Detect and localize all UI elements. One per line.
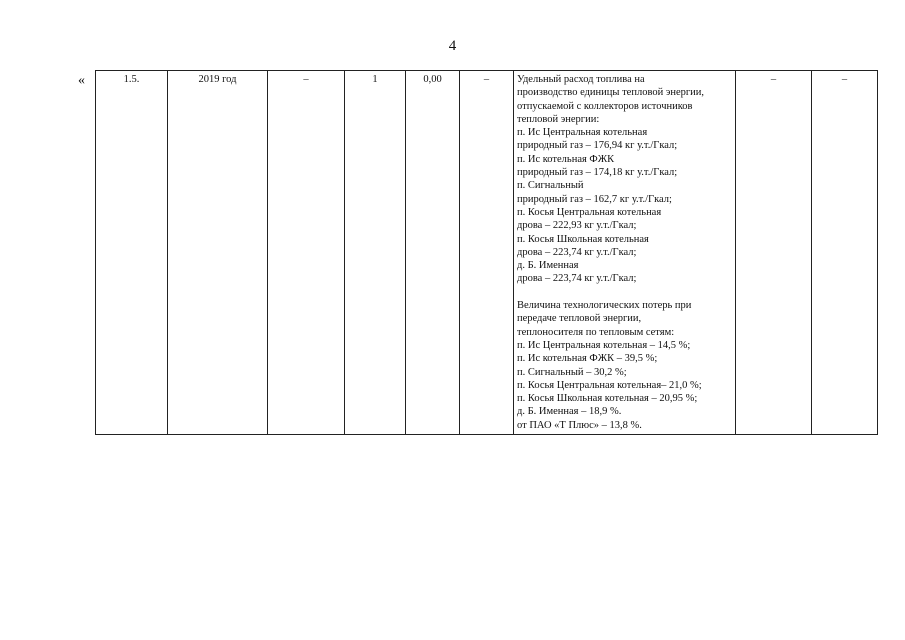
page-number: 4 [448, 38, 457, 54]
fuel-consumption-block [517, 73, 732, 286]
fuel-consumption-line: п. Ис котельная ФЖК [517, 153, 615, 165]
table-row [96, 71, 878, 435]
fuel-consumption-line: Удельный расход топлива на [517, 74, 645, 85]
opening-quote-mark: « [78, 73, 85, 88]
heat-loss-line: п. Ис котельная ФЖК – 39,5 %; [517, 353, 658, 365]
heat-loss-block [517, 299, 732, 432]
column-9-cell: – [812, 71, 878, 435]
fuel-consumption-line: дрова – 223,74 кг у.т./Гкал; [517, 246, 637, 258]
heat-loss-line: от ПАО «Т Плюс» – 13,8 %. [517, 419, 642, 431]
fuel-consumption-line: п. Ис Центральная котельная [517, 127, 648, 139]
fuel-consumption-line: п. Сигнальный [517, 180, 584, 192]
heat-loss-line: п. Сигнальный – 30,2 %; [517, 366, 627, 378]
heat-loss-line: теплоносителя по тепловым сетям: [517, 326, 675, 338]
description-cell [514, 71, 736, 435]
fuel-consumption-line: природный газ – 174,18 кг у.т./Гкал; [517, 167, 678, 179]
heat-loss-line: п. Косья Школьная котельная – 20,95 %; [517, 393, 698, 405]
fuel-consumption-line: д. Б. Именная [517, 260, 579, 272]
heat-loss-line: п. Ис Центральная котельная – 14,5 %; [517, 339, 691, 351]
fuel-consumption-line: дрова – 222,93 кг у.т./Гкал; [517, 220, 637, 232]
column-5-cell: 0,00 [406, 71, 460, 435]
row-number-cell: 1.5. [96, 71, 168, 435]
fuel-consumption-line: производство единицы тепловой энергии, [517, 87, 705, 99]
heat-loss-line: д. Б. Именная – 18,9 %. [517, 406, 622, 418]
fuel-consumption-line: п. Косья Школьная котельная [517, 233, 649, 245]
heat-loss-line: Величина технологических потерь при [517, 300, 692, 312]
fuel-consumption-line: дрова – 223,74 кг у.т./Гкал; [517, 273, 637, 285]
indicators-table [95, 70, 878, 435]
column-3-cell: – [268, 71, 345, 435]
year-cell: 2019 год [168, 71, 268, 435]
fuel-consumption-line: п. Косья Центральная котельная [517, 206, 662, 218]
column-6-cell: – [460, 71, 514, 435]
column-8-cell: – [736, 71, 812, 435]
heat-loss-line: п. Косья Центральная котельная– 21,0 %; [517, 379, 702, 391]
block-spacer [517, 286, 732, 299]
column-4-cell: 1 [345, 71, 406, 435]
fuel-consumption-line: тепловой энергии: [517, 113, 600, 125]
heat-loss-line: передаче тепловой энергии, [517, 313, 642, 325]
fuel-consumption-line: природный газ – 176,94 кг у.т./Гкал; [517, 140, 678, 152]
fuel-consumption-line: отпускаемой с коллекторов источников [517, 100, 693, 112]
fuel-consumption-line: природный газ – 162,7 кг у.т./Гкал; [517, 193, 672, 205]
